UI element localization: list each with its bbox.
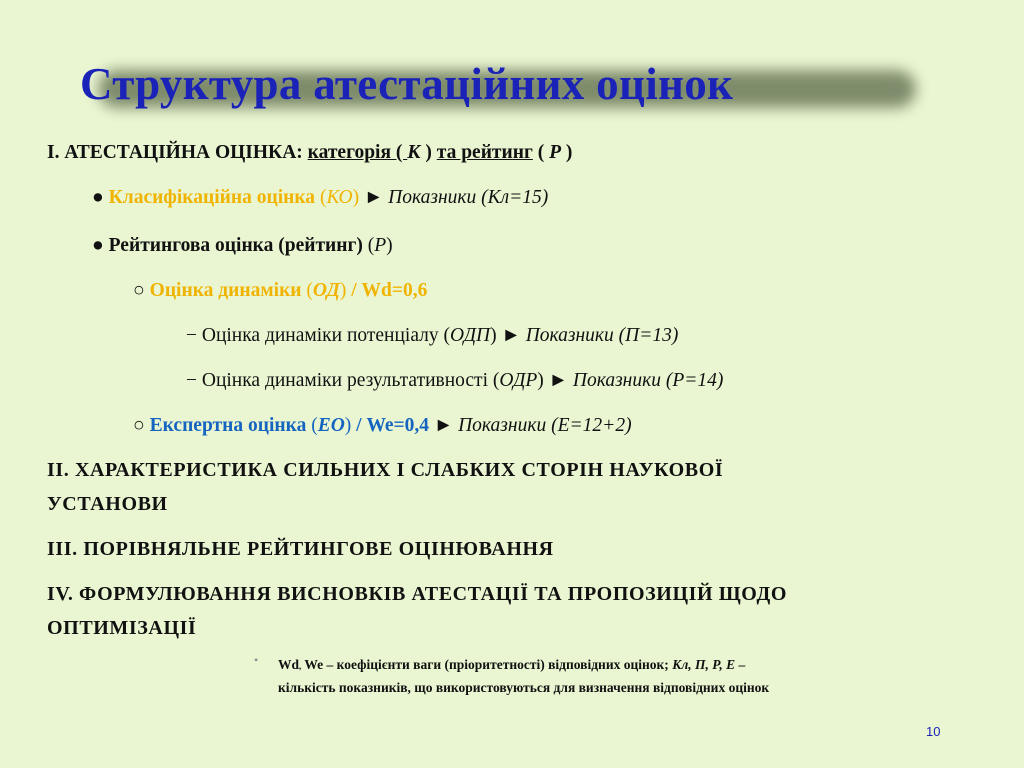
section-2 [47, 453, 723, 521]
arrow-icon: ► [548, 370, 568, 391]
note-text-2: – [735, 657, 746, 672]
footnote-line-2: кількість показників, що використовуються для визначення відповідних оцінок [278, 680, 770, 695]
note-bullet-icon: • [254, 653, 259, 667]
paren: ) [561, 142, 573, 163]
paren: ( [391, 142, 408, 163]
footnote [278, 654, 769, 699]
dash-icon: − [186, 325, 197, 346]
bullet-icon: ● [92, 187, 104, 208]
rating-abbr: Р [374, 235, 387, 256]
note-we: We [301, 657, 324, 672]
note-vars: Кл, П, Р, Е [668, 657, 736, 672]
result-dynamics-item: − Оцінка динаміки результативності (ОДР) ► Показники (Р=14) [186, 370, 724, 391]
note-text-1: – коефіцієнти ваги (пріоритетності) відповідних оцінок; [323, 657, 669, 672]
section-1-label: І. АТЕСТАЦІЙНА ОЦІНКА: [47, 142, 303, 163]
section-1-k: К [407, 142, 421, 163]
section-1-r: Р [549, 142, 562, 163]
section-4 [47, 577, 787, 645]
classification-item: ● Класифікаційна оцінка (КО) ► Показники (Кл=15) [92, 187, 549, 208]
arrow-icon: ► [363, 187, 384, 208]
section-2-line-1: ІІ. ХАРАКТЕРИСТИКА СИЛЬНИХ І СЛАБКИХ СТОРІН НАУКОВОЇ [47, 459, 724, 481]
arrow-icon: ► [433, 415, 454, 436]
classification-abbr: КО [326, 187, 353, 208]
dynamics-abbr: ОД [312, 280, 340, 301]
potential-dynamics-indicators: Показники (П=13) [525, 325, 679, 346]
result-dynamics-label: Оцінка динаміки результативності [201, 370, 488, 391]
note-wd: Wd [278, 657, 300, 672]
expert-abbr: ЕО [317, 415, 345, 436]
footnote-line-1 [278, 654, 769, 677]
section-3: ІІІ. ПОРІВНЯЛЬНЕ РЕЙТИНГОВЕ ОЦІНЮВАННЯ [47, 538, 554, 560]
result-dynamics-indicators: Показники (Р=14) [572, 370, 724, 391]
arrow-icon: ► [501, 325, 521, 346]
section-4-line-2: ОПТИМІЗАЦІЇ [47, 617, 197, 639]
paren: ( [532, 142, 550, 163]
dynamics-label: Оцінка динаміки [149, 280, 302, 301]
page-number: 10 [926, 724, 941, 739]
note-sep: , [299, 661, 302, 671]
circle-icon: ○ [133, 415, 145, 436]
rating-item: ● Рейтингова оцінка (рейтинг) (Р) [92, 235, 393, 256]
potential-dynamics-abbr: ОДП [450, 325, 491, 346]
result-dynamics-abbr: ОДР [499, 370, 538, 391]
section-1-category: категорія [307, 142, 392, 163]
section-1-line [47, 142, 572, 164]
classification-indicators: Показники (Кл=15) [388, 187, 549, 208]
potential-dynamics-label: Оцінка динаміки потенціалу [201, 325, 439, 346]
section-4-line-1: ІV. ФОРМУЛЮВАННЯ ВИСНОВКІВ АТЕСТАЦІЇ ТА ПРОПОЗИЦІЙ ЩОДО [47, 583, 787, 605]
section-2-line-2: УСТАНОВИ [47, 493, 168, 515]
classification-label: Класифікаційна оцінка [108, 187, 316, 208]
rating-label: Рейтингова оцінка (рейтинг) [108, 235, 363, 256]
section-1-rating: та рейтинг [436, 142, 533, 163]
expert-weight: / We=0,4 [351, 415, 430, 436]
expert-item: ○ Експертна оцінка (ЕО) / We=0,4 ► Показники (Е=12+2) [133, 415, 632, 436]
paren: ) [420, 142, 437, 163]
expert-label: Експертна оцінка [149, 415, 307, 436]
slide-title: Структура атестаційних оцінок [80, 59, 734, 109]
bullet-icon: ● [92, 235, 104, 256]
dynamics-weight: / Wd=0,6 [346, 280, 428, 301]
dash-icon: − [186, 370, 197, 391]
potential-dynamics-item: − Оцінка динаміки потенціалу (ОДП) ► Показники (П=13) [186, 325, 679, 346]
circle-icon: ○ [133, 280, 145, 301]
expert-indicators: Показники (Е=12+2) [458, 415, 632, 436]
dynamics-item: ○ Оцінка динаміки (ОД) / Wd=0,6 [133, 280, 428, 301]
